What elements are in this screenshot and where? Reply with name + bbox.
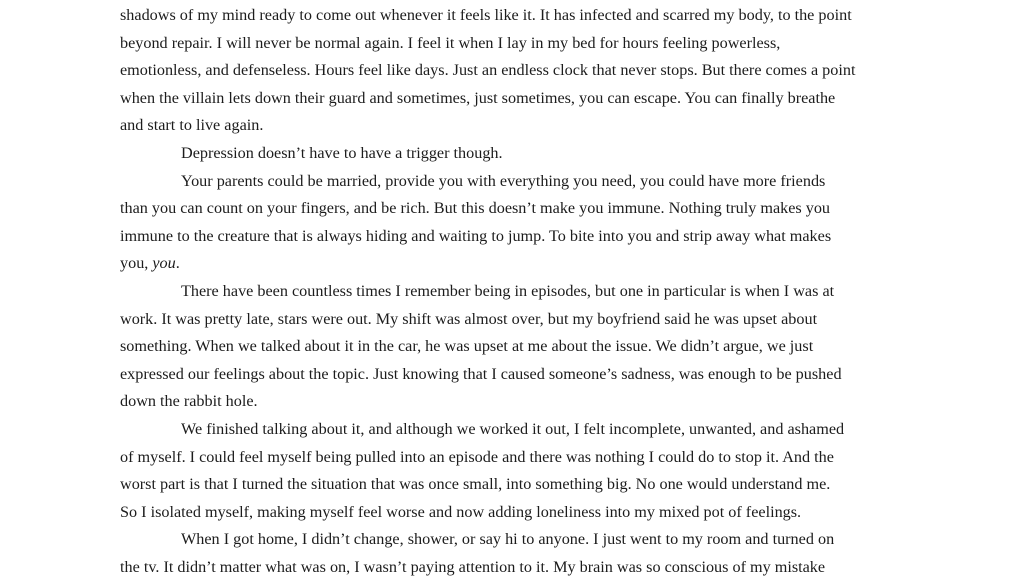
text-line-content: worst part is that I turned the situation that was once small, into something big. No one would understand me. <box>120 475 831 494</box>
text-line-content: emotionless, and defenseless. Hours feel like days. Just an endless clock that never stops. But there comes a point <box>120 61 856 80</box>
text-line <box>120 306 910 334</box>
document-body <box>120 2 910 576</box>
text-line-content: than you can count on your fingers, and be rich. But this doesn’t make you immune. Nothing truly makes you <box>120 199 831 218</box>
text-line-content: something. When we talked about it in the car, he was upset at me about the issue. We didn’t argue, we just <box>120 337 814 356</box>
text-line <box>120 250 910 278</box>
text-line <box>120 85 910 113</box>
text-line-content: shadows of my mind ready to come out whenever it feels like it. It has infected and scarred my body, to the point <box>120 6 852 24</box>
text-line <box>120 223 910 251</box>
text-line <box>120 30 910 58</box>
text-line-content: when the villain lets down their guard and sometimes, just sometimes, you can escape. You can finally breathe <box>120 88 836 107</box>
text-line <box>120 416 910 444</box>
trailing-punctuation: . <box>175 254 180 273</box>
text-line <box>120 168 910 196</box>
text-line <box>120 388 910 416</box>
text-line <box>120 2 910 30</box>
text-line-content: you, <box>120 254 153 273</box>
text-line <box>120 554 910 576</box>
text-line-content: the tv. It didn’t matter what was on, I wasn’t paying attention to it. My brain was so conscious of my mistake <box>120 557 826 576</box>
text-line <box>120 195 910 223</box>
text-line <box>120 444 910 472</box>
text-line-content: expressed our feelings about the topic. Just knowing that I caused someone’s sadness, was enough to be pushed <box>120 364 842 383</box>
emphasized-word: you <box>152 254 176 273</box>
text-line-content: beyond repair. I will never be normal again. I feel it when I lay in my bed for hours feeling powerless, <box>120 33 781 52</box>
text-line-content: immune to the creature that is always hiding and waiting to jump. To bite into you and strip away what makes <box>120 226 832 245</box>
text-line <box>120 333 910 361</box>
text-line <box>120 361 910 389</box>
text-line <box>120 499 910 527</box>
text-line-content: We finished talking about it, and although we worked it out, I felt incomplete, unwanted, and ashamed <box>181 419 845 438</box>
text-line <box>120 471 910 499</box>
text-line <box>120 526 910 554</box>
text-line <box>120 278 910 306</box>
text-line <box>120 57 910 85</box>
text-line-content: Depression doesn’t have to have a trigger though. <box>181 143 503 162</box>
text-line-content: and start to live again. <box>120 116 264 135</box>
text-line-content: So I isolated myself, making myself feel worse and now adding loneliness into my mixed pot of feelings. <box>120 502 802 521</box>
text-line-content: of myself. I could feel myself being pulled into an episode and there was nothing I could do to stop it. And the <box>120 447 834 466</box>
text-line-content: There have been countless times I remember being in episodes, but one in particular is when I was at <box>181 281 835 300</box>
text-line <box>120 112 910 140</box>
text-line-content: work. It was pretty late, stars were out. My shift was almost over, but my boyfriend said he was upset about <box>120 309 818 328</box>
text-line-content: When I got home, I didn’t change, shower, or say hi to anyone. I just went to my room and turned on <box>181 530 835 549</box>
text-line-content: down the rabbit hole. <box>120 392 258 411</box>
text-line <box>120 140 910 168</box>
text-line-content: Your parents could be married, provide you with everything you need, you could have more friends <box>181 171 826 190</box>
